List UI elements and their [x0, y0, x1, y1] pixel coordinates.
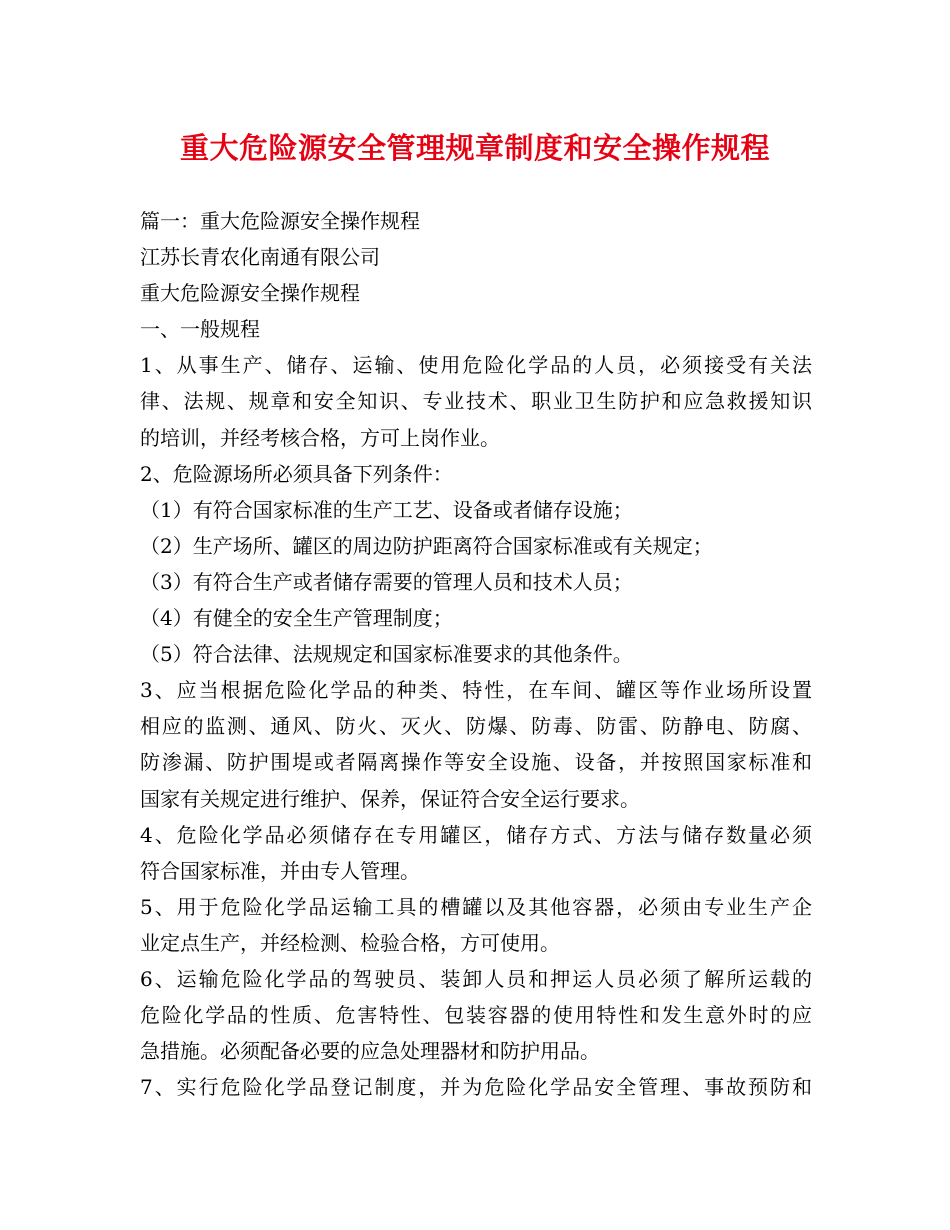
- text-line: （3）有符合生产或者储存需要的管理人员和技术人员；: [140, 569, 633, 594]
- text-line: 5、用于危险化学品运输工具的槽罐以及其他容器，必须由专业生产企: [140, 894, 812, 919]
- text-line: 江苏长青农化南通有限公司: [140, 245, 380, 270]
- text-line: 急措施。必须配备必要的应急处理器材和防护用品。: [140, 1039, 600, 1064]
- text-line: 危险化学品的性质、危害特性、包装容器的使用特性和发生意外时的应: [140, 1003, 812, 1028]
- text-line: 7、实行危险化学品登记制度，并为危险化学品安全管理、事故预防和: [140, 1075, 812, 1100]
- document-body: [140, 203, 812, 1105]
- text-line: 1、从事生产、储存、运输、使用危险化学品的人员，必须接受有关法: [140, 353, 812, 378]
- text-line: 一、一般规程: [140, 317, 260, 342]
- text-line: 4、危险化学品必须储存在专用罐区，储存方式、方法与储存数量必须: [140, 822, 812, 847]
- text-line: 的培训，并经考核合格，方可上岗作业。: [140, 425, 500, 450]
- text-line: 国家有关规定进行维护、保养，保证符合安全运行要求。: [140, 786, 640, 811]
- text-line: 6、运输危险化学品的驾驶员、装卸人员和押运人员必须了解所运载的: [140, 966, 812, 991]
- text-line: 篇一：重大危险源安全操作规程: [140, 209, 420, 233]
- text-line: 相应的监测、通风、防火、灭火、防爆、防毒、防雷、防静电、防腐、: [140, 714, 812, 739]
- text-line: （4）有健全的安全生产管理制度；: [140, 606, 453, 631]
- document-title: 重大危险源安全管理规章制度和安全操作规程: [179, 131, 770, 165]
- text-line: （1）有符合国家标准的生产工艺、设备或者储存设施；: [140, 497, 633, 522]
- text-line: 重大危险源安全操作规程: [140, 281, 360, 306]
- text-line: （2）生产场所、罐区的周边防护距离符合国家标准或有关规定；: [140, 533, 713, 558]
- text-line: 防渗漏、防护围堤或者隔离操作等安全设施、设备，并按照国家标准和: [140, 750, 812, 775]
- text-line: 符合国家标准，并由专人管理。: [140, 858, 420, 883]
- text-line: 业定点生产，并经检测、检验合格，方可使用。: [140, 930, 560, 955]
- text-line: （5）符合法律、法规规定和国家标准要求的其他条件。: [140, 642, 633, 667]
- text-line: 律、法规、规章和安全知识、专业技术、职业卫生防护和应急救援知识: [140, 389, 812, 414]
- text-line: 2、危险源场所必须具备下列条件：: [140, 461, 453, 486]
- text-line: 3、应当根据危险化学品的种类、特性，在车间、罐区等作业场所设置: [140, 678, 812, 703]
